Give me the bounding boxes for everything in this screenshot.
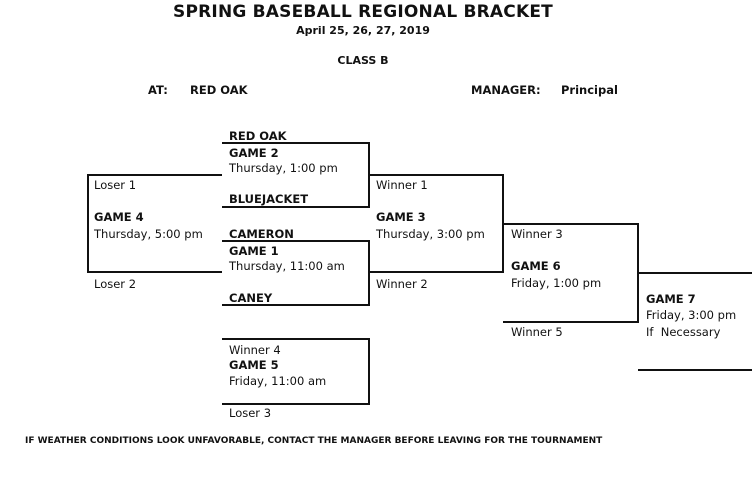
manager-value: Principal	[561, 83, 618, 97]
game7-note: If Necessary	[646, 325, 721, 339]
class-label: CLASS B	[337, 54, 389, 67]
manager-label: MANAGER:	[471, 83, 541, 97]
at-label: AT:	[148, 83, 168, 97]
game6-title: GAME 6	[511, 259, 561, 273]
game7-title: GAME 7	[646, 292, 696, 306]
page-title: SPRING BASEBALL REGIONAL BRACKET	[173, 2, 553, 22]
game2-title: GAME 2	[229, 146, 279, 160]
game6-slot-bottom: Winner 5	[511, 325, 563, 339]
game1-team-bottom: CANEY	[229, 291, 273, 305]
game1-time: Thursday, 11:00 am	[229, 259, 345, 273]
at-value: RED OAK	[190, 83, 248, 97]
game2-time: Thursday, 1:00 pm	[229, 161, 338, 175]
game3-slot-bottom: Winner 2	[376, 277, 428, 291]
game3-title: GAME 3	[376, 210, 426, 224]
game7-time: Friday, 3:00 pm	[646, 308, 737, 322]
game5-slot-bottom: Loser 3	[229, 406, 272, 420]
game1-team-top: CAMERON	[229, 227, 294, 241]
game2-team-bottom: BLUEJACKET	[229, 192, 309, 206]
tournament-dates: April 25, 26, 27, 2019	[296, 24, 430, 37]
game6-slot-top: Winner 3	[511, 227, 563, 241]
game5-time: Friday, 11:00 am	[229, 374, 327, 388]
game4-slot-top: Loser 1	[94, 178, 137, 192]
game3-slot-top: Winner 1	[376, 178, 428, 192]
game2-team-top: RED OAK	[229, 129, 287, 143]
game4-slot-bottom: Loser 2	[94, 277, 137, 291]
game1-title: GAME 1	[229, 244, 279, 258]
weather-notice: IF WEATHER CONDITIONS LOOK UNFAVORABLE, CONTACT THE MANAGER BEFORE LEAVING FOR THE TOURNAMENT	[25, 436, 603, 446]
game4-title: GAME 4	[94, 210, 144, 224]
game3-time: Thursday, 3:00 pm	[376, 227, 485, 241]
game5-title: GAME 5	[229, 358, 279, 372]
game4-time: Thursday, 5:00 pm	[94, 227, 203, 241]
game5-slot-top: Winner 4	[229, 343, 281, 357]
game6-time: Friday, 1:00 pm	[511, 276, 602, 290]
